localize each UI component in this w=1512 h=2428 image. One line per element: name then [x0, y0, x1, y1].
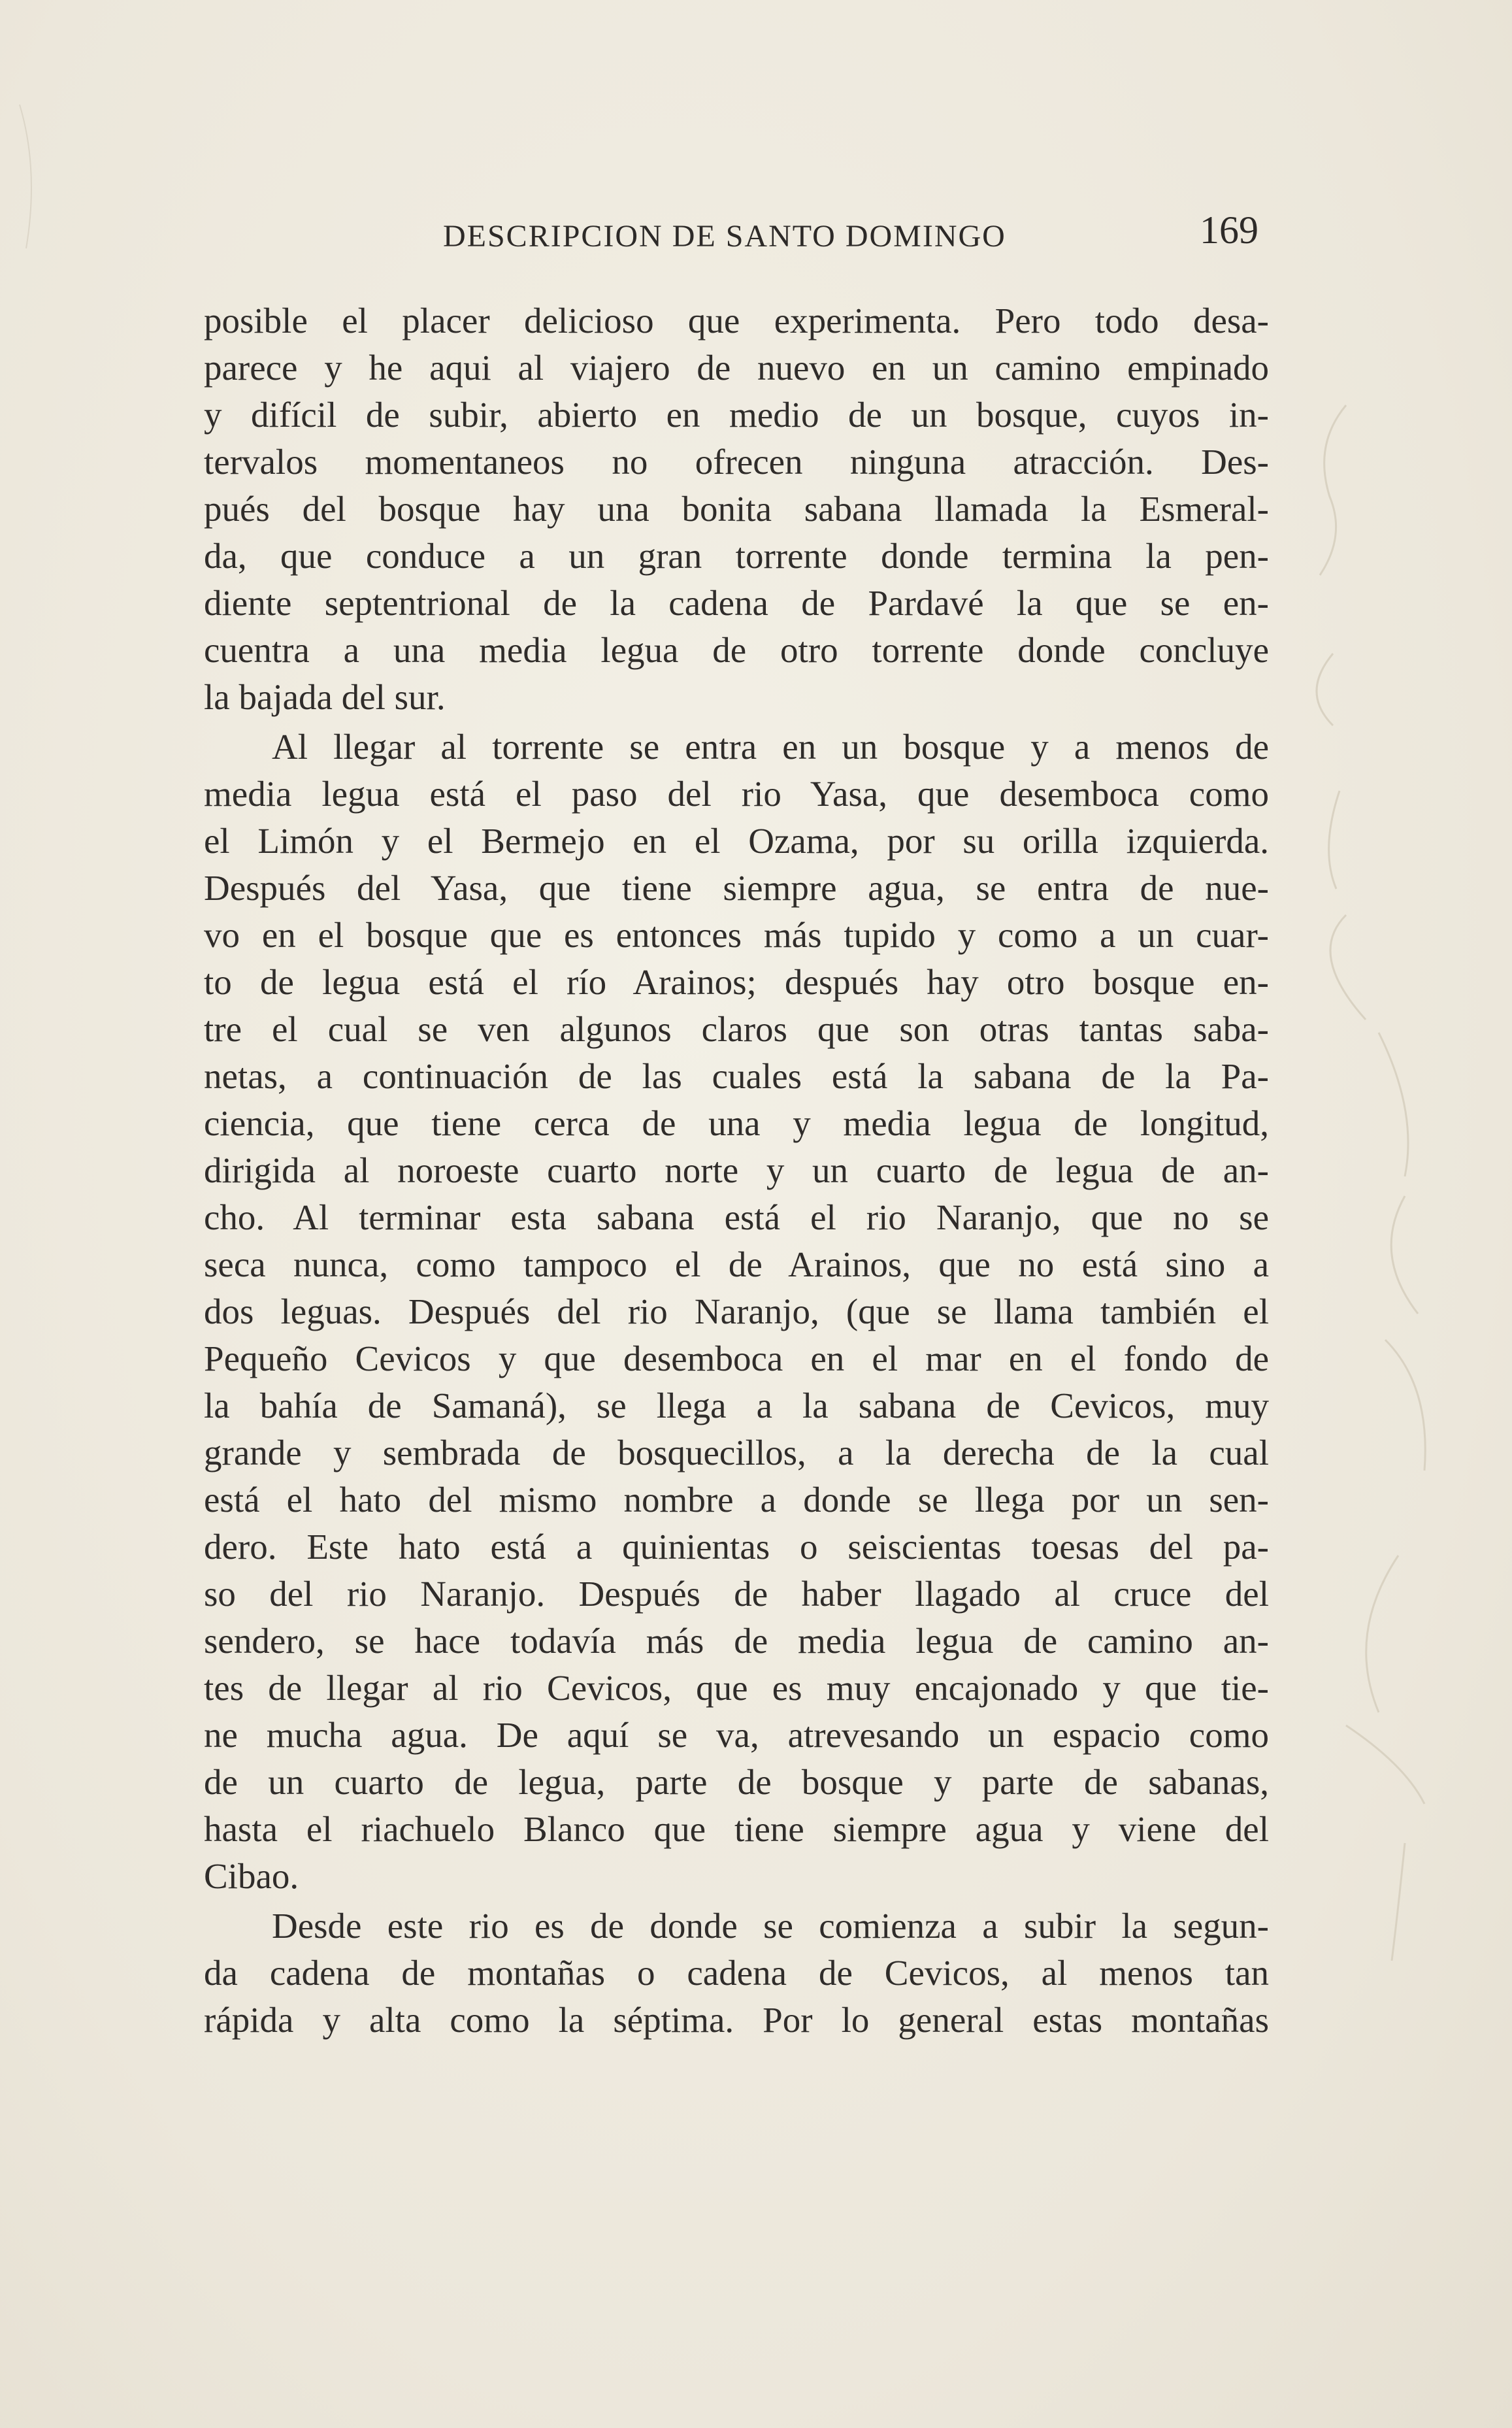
page-number: 169: [1200, 208, 1258, 252]
text-line: Después del Yasa, que tiene siempre agua, se entra de nue-: [204, 868, 1269, 908]
text-line: parece y he aqui al viajero de nuevo en un camino empinado: [204, 348, 1269, 388]
paragraph: [204, 1903, 1269, 2044]
text-line: ciencia, que tiene cerca de una y media legua de longitud,: [204, 1103, 1269, 1143]
text-line: ne mucha agua. De aquí se va, atrevesando un espacio como: [204, 1715, 1269, 1755]
text-line: netas, a continuación de las cuales está la sabana de la Pa-: [204, 1056, 1269, 1096]
text-line: da, que conduce a un gran torrente donde termina la pen-: [204, 536, 1269, 576]
text-line: el Limón y el Bermejo en el Ozama, por su orilla izquierda.: [204, 821, 1269, 861]
text-line: de un cuarto de legua, parte de bosque y parte de sabanas,: [204, 1762, 1269, 1802]
text-line: pués del bosque hay una bonita sabana llamada la Esmeral-: [204, 489, 1269, 529]
text-line: dos leguas. Después del rio Naranjo, (que se llama también el: [204, 1291, 1269, 1331]
text-line: Pequeño Cevicos y que desemboca en el mar en el fondo de: [204, 1339, 1269, 1378]
text-line: sendero, se hace todavía más de media legua de camino an-: [204, 1621, 1269, 1661]
text-line: la bajada del sur.: [204, 677, 446, 717]
body-text: [204, 297, 1269, 2044]
paragraph: [204, 297, 1269, 721]
text-line: tes de llegar al rio Cevicos, que es muy encajonado y que tie-: [204, 1668, 1269, 1708]
text-line: cuentra a una media legua de otro torrente donde concluye: [204, 630, 1269, 670]
text-line: posible el placer delicioso que experimenta. Pero todo desa-: [204, 301, 1269, 341]
running-title: DESCRIPCION DE SANTO DOMINGO: [443, 219, 1006, 254]
text-line: vo en el bosque que es entonces más tupido y como a un cuar-: [204, 915, 1269, 955]
text-line: la bahía de Samaná), se llega a la sabana de Cevicos, muy: [204, 1386, 1269, 1425]
text-line: tervalos momentaneos no ofrecen ninguna atracción. Des-: [204, 442, 1269, 482]
text-line: hasta el riachuelo Blanco que tiene siempre agua y viene del: [204, 1809, 1269, 1849]
text-line: rápida y alta como la séptima. Por lo general estas montañas: [204, 2000, 1269, 2040]
text-line: so del rio Naranjo. Después de haber llagado al cruce del: [204, 1574, 1269, 1614]
paragraph: [204, 723, 1269, 1900]
text-line: media legua está el paso del rio Yasa, que desemboca como: [204, 774, 1269, 814]
text-line: diente septentrional de la cadena de Pardavé la que se en-: [204, 583, 1269, 623]
text-line: dero. Este hato está a quinientas o seiscientas toesas del pa-: [204, 1527, 1269, 1567]
text-line: da cadena de montañas o cadena de Cevicos, al menos tan: [204, 1953, 1269, 1993]
text-line: tre el cual se ven algunos claros que son otras tantas saba-: [204, 1009, 1269, 1049]
text-line: to de legua está el río Arainos; después hay otro bosque en-: [204, 962, 1269, 1002]
text-line: y difícil de subir, abierto en medio de un bosque, cuyos in-: [204, 395, 1269, 435]
text-line: Desde este rio es de donde se comienza a subir la segun-: [272, 1906, 1269, 1946]
text-line: Al llegar al torrente se entra en un bosque y a menos de: [272, 727, 1269, 767]
text-line: dirigida al noroeste cuarto norte y un cuarto de legua de an-: [204, 1150, 1269, 1190]
text-line: grande y sembrada de bosquecillos, a la derecha de la cual: [204, 1433, 1269, 1472]
running-header: [208, 208, 1266, 267]
text-line: seca nunca, como tampoco el de Arainos, que no está sino a: [204, 1244, 1269, 1284]
text-line: está el hato del mismo nombre a donde se llega por un sen-: [204, 1480, 1269, 1520]
text-line: cho. Al terminar esta sabana está el rio Naranjo, que no se: [204, 1197, 1269, 1237]
text-line: Cibao.: [204, 1856, 299, 1896]
